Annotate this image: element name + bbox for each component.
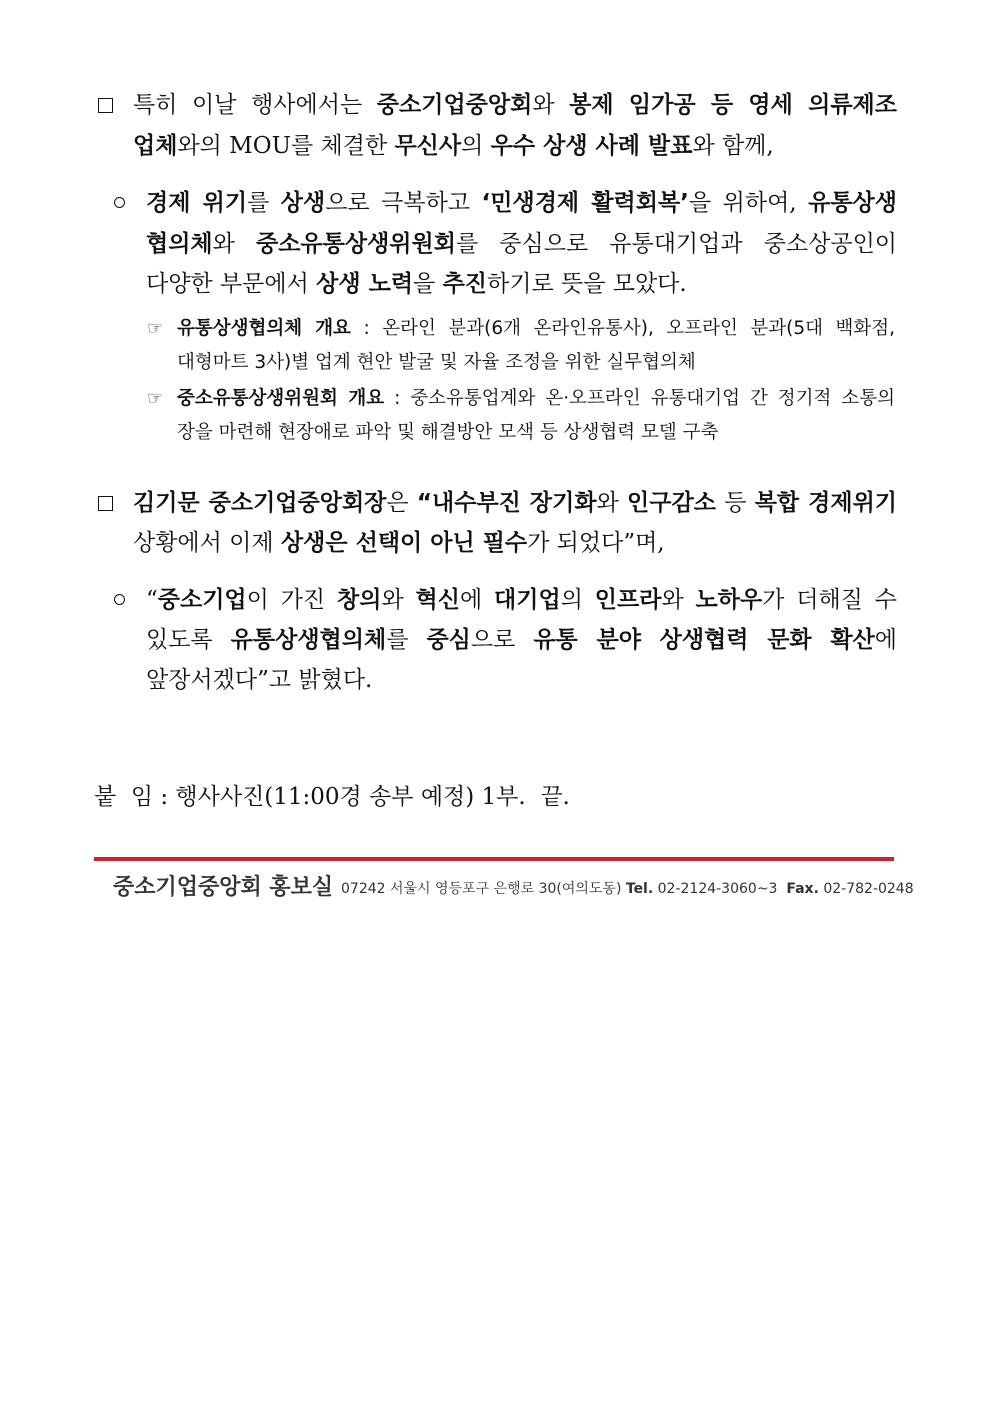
text-run: 으로 [470, 627, 534, 653]
bold-text-run: 업체 [133, 133, 178, 159]
footer-divider [94, 857, 894, 861]
bold-text-run: 창의 [337, 587, 382, 613]
bold-text-run: 유통상생협의체 개요 [177, 318, 351, 339]
text-run: 이 가진 [246, 587, 338, 613]
bold-text-run: 유통상생 [808, 190, 897, 216]
bold-text-run: 김기문 중소기업중앙회장 [133, 490, 387, 516]
footer-contact [341, 879, 914, 899]
bold-text-run: 중소기업중앙회 [376, 92, 533, 118]
text-run: 에 [459, 587, 495, 613]
sub2-line2 [146, 624, 897, 656]
bold-text-run: 무신사 [394, 133, 462, 159]
bold-text-run: 노하우 [695, 587, 763, 613]
text-run: 으로 극복하고 [325, 190, 482, 216]
text-run: 와 [596, 490, 628, 516]
text-run: 와 [532, 92, 570, 118]
text-run: 와 [212, 231, 256, 257]
text-run: “ [146, 587, 158, 613]
text-run: 은 [386, 490, 417, 516]
text-run: 다양한 부문에서 [146, 271, 317, 297]
sub2-line3 [146, 664, 372, 696]
footer-tel: 02-2124-3060~3 [653, 881, 787, 897]
bold-text-run: 혁신 [415, 587, 460, 613]
bold-text-run: 봉제 임가공 등 영세 의류제조 [569, 92, 897, 118]
pointing-hand-icon: ☞ [147, 388, 164, 409]
bold-text-run: 인프라 [594, 587, 662, 613]
text-run: 있도록 [146, 627, 231, 653]
footer-fax-label: Fax. [786, 881, 819, 897]
text-run: 상황에서 이제 [133, 530, 281, 556]
text-run: 의 [461, 133, 491, 159]
text-run: : 온라인 분과(6개 온라인유통사), 오프라인 분과(5대 백화점, [350, 318, 896, 339]
note2-line2 [177, 420, 718, 446]
sub1-line2 [146, 228, 897, 260]
bold-text-run: 협의체 [146, 231, 213, 257]
text-run: 와 [661, 587, 696, 613]
text-run: 와의 MOU를 체결한 [177, 133, 395, 159]
note2-line1 [177, 386, 895, 412]
bold-text-run: 복합 경제위기 [754, 490, 898, 516]
bold-text-run: 중소유통상생위원회 [256, 231, 456, 257]
text-run: 특히 이날 행사에서는 [133, 92, 377, 118]
bold-text-run: 경제 위기 [146, 190, 248, 216]
para1-line1 [133, 89, 897, 121]
pointing-hand-icon: ☞ [147, 318, 164, 339]
sub1-line3 [146, 268, 687, 300]
bold-text-run: 상생 노력 [316, 271, 414, 297]
text-run: 등 [715, 490, 755, 516]
text-run: 장을 마련해 현장애로 파악 및 해결방안 모색 등 상생협력 모델 구축 [177, 422, 719, 443]
text-run: : 중소유통업계와 온·오프라인 유통대기업 간 정기적 소통의 [384, 388, 895, 409]
text-run: 와 [381, 587, 416, 613]
footer-fax: 02-782-0248 [818, 881, 914, 897]
text-run: 하기로 뜻을 모았다. [487, 271, 687, 297]
bold-text-run: 우수 상생 사례 발표 [490, 133, 693, 159]
bold-text-run: ‘민생경제 활력회복’ [481, 190, 689, 216]
circle-bullet-icon [114, 594, 125, 605]
footer-address: 07242 서울시 영등포구 은행로 30(여의도동) [341, 881, 626, 897]
bold-text-run: 상생은 선택이 아닌 필수 [280, 530, 528, 556]
para2-line1 [133, 487, 897, 519]
text-run: 대형마트 3사)별 업계 현안 발굴 및 자율 조정을 위한 실무협의체 [177, 352, 696, 373]
circle-bullet-icon [114, 197, 125, 208]
note1-line2 [177, 350, 696, 376]
footer-tel-label: Tel. [625, 881, 654, 897]
para2-line2 [133, 527, 665, 559]
bold-text-run: 중소기업 [157, 587, 247, 613]
text-run: 가 되었다”며, [527, 530, 665, 556]
bold-text-run: 인구감소 [627, 490, 716, 516]
bold-text-run: 유통상생협의체 [230, 627, 387, 653]
note1-line1 [177, 316, 895, 342]
footer-org-name: 중소기업중앙회 홍보실 [113, 875, 334, 900]
bold-text-run: 대기업 [494, 587, 561, 613]
text-run: 와 함께, [692, 133, 774, 159]
text-run: 가 더해질 수 [762, 587, 897, 613]
text-run: 를 중심으로 유통대기업과 중소상공인이 [455, 231, 898, 257]
text-run: 앞장서겠다”고 밝혔다. [146, 667, 373, 693]
attachment-line: 붙 임 : 행사사진(11:00경 송부 예정) 1부. 끝. [94, 784, 570, 810]
bold-text-run: 유통 분야 상생협력 문화 확산 [533, 627, 875, 653]
text-run: 에 [874, 627, 897, 653]
text-run: 을 [413, 271, 443, 297]
text-run: 를 [386, 627, 427, 653]
text-run: 를 [247, 190, 281, 216]
sub2-line1 [146, 584, 897, 616]
bold-text-run: “내수부진 장기화 [416, 490, 597, 516]
text-run: 을 위하여, [688, 190, 809, 216]
bold-text-run: 상생 [280, 190, 326, 216]
bold-text-run: 중심 [426, 627, 471, 653]
para1-line2 [133, 130, 774, 162]
bold-text-run: 추진 [442, 271, 488, 297]
bold-text-run: 중소유통상생위원회 개요 [177, 388, 385, 409]
text-run: 의 [560, 587, 595, 613]
sub1-line1 [146, 187, 897, 219]
square-bullet-icon [98, 98, 113, 113]
square-bullet-icon [98, 496, 113, 511]
